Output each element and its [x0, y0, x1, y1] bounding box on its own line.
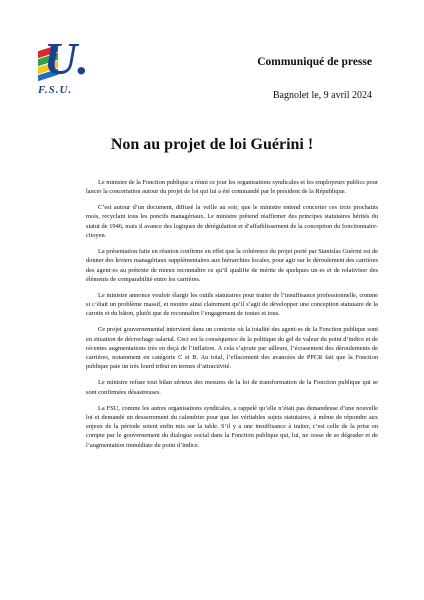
- paragraph: La présentation faite en réunion confirme en effet que la cohérence du projet porté par Stanislas Guérini est de donner des leviers managériaux supplémentaires aux hiérarchies locales, pour agir sur le déroulement des carrières des agent·es au prétexte de mieux reconnaître ce qu’il qualifie de mérite de quelques un·es et de relativiser des éléments de comparabilité entre les carrières.: [86, 247, 378, 283]
- page-title: Non au projet de loi Guérini !: [110, 136, 314, 153]
- fsu-logo: [36, 33, 94, 102]
- place-date: Bagnolet le, 9 avril 2024: [272, 90, 372, 101]
- logo-letter: U.: [44, 33, 89, 84]
- paragraph: Le ministre de la Fonction publique a réuni ce jour les organisations syndicales et les employeurs publics pour lancer la concertation autour du projet de loi qui lui a été commandé par le président de la République.: [86, 179, 378, 196]
- document-body: [86, 178, 378, 457]
- paragraph: Le ministre annonce vouloir élargir les outils statutaires pour traiter de l’insuffisance professionnelle, comme si c’était un problème massif, et montre ainsi clairement qu’il s’agit de développer une conception statutaire de la carotte et du bâton, plutôt que de reconnaître l’engagement de toutes et tous.: [86, 291, 378, 318]
- org-abbreviation: F.S.U.: [38, 84, 73, 96]
- paragraph: Le ministre refuse tout bilan sérieux des mesures de la loi de transformation de la Fonction publique qui se sont confirmées désastreuses.: [86, 379, 378, 396]
- paragraph: La FSU, comme les autres organisations syndicales, a rappelé qu’elle n’était pas demandeuse d’une nouvelle loi et demandé un desserrement du calendrier pour que les véritables sujets statutaires, à même de répondre aux enjeux de la période soient enfin mis sur la table. S’il y a une insuffisance à traiter, c’est celle de la prise en compte par le gouvernement du dialogue social dans la Fonction publique qui, lui, ne cesse de se dégrader et de l’augmentation immédiate du point d’indice.: [86, 404, 378, 449]
- communique-label: Communiqué de presse: [257, 56, 372, 68]
- paragraph: Ce projet gouvernemental intervient dans un contexte où la totalité des agent·es de la Fonction publique sont en situation de décrochage salarial. Ceci est la conséquence de la politique du gel de valeur du point d’indice et de récentes augmentations très en deçà de l’inflation. A cela s’ajoute par ailleurs, l’écrasement des déroulements de carrières, notamment en catégorie C et B. Au total, l’effacement des avancées de PPCR fait que la Fonction publique paie un très lourd tribut en termes d’attractivité.: [86, 326, 378, 371]
- paragraph: C’est autour d’un document, diffusé la veille au soir, que le ministre entend concerter ces trois prochains mois, recyclant tous les poncifs managériaux. Le ministre prétend réaffirmer des principes statutaires hérités du statut de 1946, mais il avance des logiques de dérégulation et d’affaiblissement de la conception du fonctionnaire-citoyen.: [86, 204, 378, 240]
